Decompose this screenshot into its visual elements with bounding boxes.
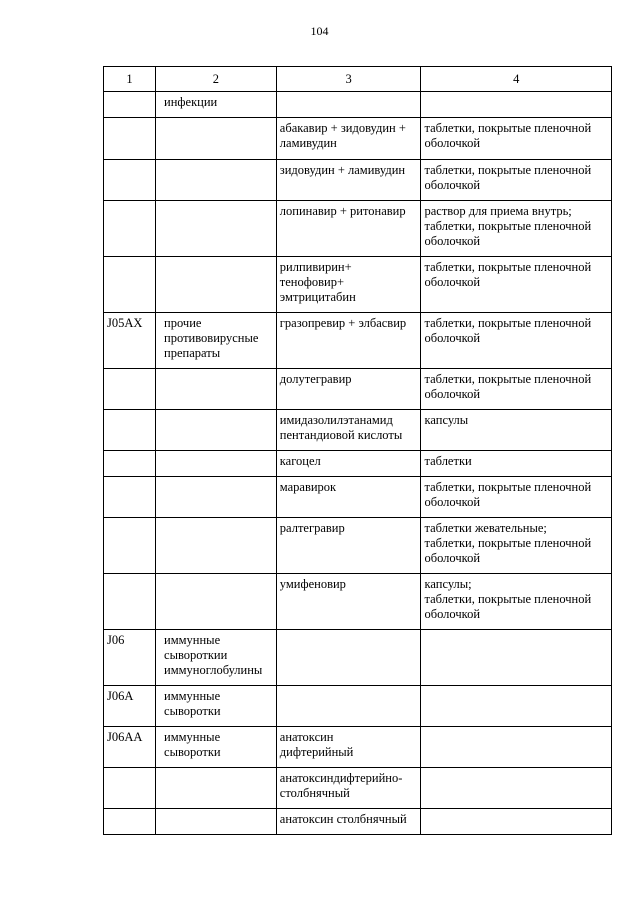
drug-table — [103, 66, 612, 835]
cell-line: тенофовир+ — [279, 275, 345, 289]
cell-line: оболочкой — [424, 275, 481, 289]
atc-code: J06AA — [107, 730, 143, 744]
cell-line: иммунные — [164, 633, 221, 647]
group-cell — [156, 201, 277, 257]
code-cell — [104, 768, 156, 809]
cell-line: пентандиовой кислоты — [279, 428, 403, 442]
table-row — [104, 118, 612, 160]
cell-line: иммунные — [164, 730, 221, 744]
form-cell — [421, 686, 612, 727]
table-row — [104, 574, 612, 630]
drug-cell — [276, 768, 421, 809]
group-cell — [156, 477, 277, 518]
header-cell-2: 2 — [156, 67, 277, 92]
header-cell-4: 4 — [421, 67, 612, 92]
cell-line: капсулы — [424, 413, 469, 427]
cell-line: таблетки жевательные; — [424, 521, 547, 535]
code-cell — [104, 160, 156, 201]
group-cell — [156, 768, 277, 809]
drug-cell — [276, 451, 421, 477]
form-cell — [421, 313, 612, 369]
code-cell — [104, 630, 156, 686]
code-cell — [104, 257, 156, 313]
table-row — [104, 630, 612, 686]
table-row — [104, 518, 612, 574]
cell-line: зидовудин + ламивудин — [279, 163, 406, 177]
group-cell — [156, 518, 277, 574]
atc-code: J06A — [107, 689, 134, 703]
cell-line: противовирусные — [164, 331, 259, 345]
atc-code: J05AX — [107, 316, 143, 330]
cell-line: лопинавир + ритонавир — [279, 204, 406, 218]
table-row — [104, 92, 612, 118]
cell-line: таблетки, покрытые пленочной — [424, 163, 592, 177]
group-cell — [156, 92, 277, 118]
cell-line: таблетки, покрытые пленочной — [424, 536, 592, 550]
cell-line: таблетки, покрытые пленочной — [424, 480, 592, 494]
drug-cell — [276, 410, 421, 451]
code-cell — [104, 686, 156, 727]
code-cell — [104, 313, 156, 369]
form-cell — [421, 809, 612, 835]
cell-line: иммуноглобулины — [164, 663, 263, 677]
cell-line: таблетки, покрытые пленочной — [424, 372, 592, 386]
cell-line: таблетки, покрытые пленочной — [424, 219, 592, 233]
form-cell — [421, 92, 612, 118]
cell-line: долутегравир — [279, 372, 352, 386]
cell-line: сыворотки — [164, 704, 221, 718]
form-cell — [421, 369, 612, 410]
cell-line: маравирок — [279, 480, 337, 494]
drug-cell — [276, 118, 421, 160]
cell-line: рилпивирин+ — [279, 260, 352, 274]
cell-line: таблетки, покрытые пленочной — [424, 592, 592, 606]
drug-cell — [276, 201, 421, 257]
table-row — [104, 768, 612, 809]
cell-line: сыворотки — [164, 745, 221, 759]
code-cell — [104, 410, 156, 451]
group-cell — [156, 451, 277, 477]
table-row — [104, 257, 612, 313]
group-cell — [156, 630, 277, 686]
cell-line: таблетки, покрытые пленочной — [424, 121, 592, 135]
form-cell — [421, 451, 612, 477]
form-cell — [421, 118, 612, 160]
form-cell — [421, 410, 612, 451]
drug-cell — [276, 630, 421, 686]
form-cell — [421, 257, 612, 313]
table-row — [104, 686, 612, 727]
header-cell-3: 3 — [276, 67, 421, 92]
table-row — [104, 160, 612, 201]
cell-line: гразопревир + элбасвир — [279, 316, 407, 330]
cell-line: капсулы; — [424, 577, 472, 591]
drug-cell — [276, 686, 421, 727]
form-cell — [421, 574, 612, 630]
code-cell — [104, 369, 156, 410]
cell-line: прочие — [164, 316, 202, 330]
code-cell — [104, 92, 156, 118]
table-row — [104, 201, 612, 257]
cell-line: оболочкой — [424, 495, 481, 509]
table-row — [104, 809, 612, 835]
cell-line: абакавир + зидовудин + — [279, 121, 406, 135]
cell-line: оболочкой — [424, 178, 481, 192]
table-row — [104, 727, 612, 768]
cell-line: оболочкой — [424, 136, 481, 150]
code-cell — [104, 727, 156, 768]
code-cell — [104, 451, 156, 477]
cell-line: оболочкой — [424, 234, 481, 248]
group-cell — [156, 686, 277, 727]
cell-line: оболочкой — [424, 331, 481, 345]
group-cell — [156, 118, 277, 160]
drug-cell — [276, 727, 421, 768]
cell-line: ралтегравир — [279, 521, 345, 535]
drug-cell — [276, 313, 421, 369]
cell-line: препараты — [164, 346, 221, 360]
form-cell — [421, 727, 612, 768]
code-cell — [104, 574, 156, 630]
form-cell — [421, 201, 612, 257]
code-cell — [104, 118, 156, 160]
group-cell — [156, 257, 277, 313]
drug-cell — [276, 518, 421, 574]
code-cell — [104, 477, 156, 518]
form-cell — [421, 518, 612, 574]
page-number: 104 — [310, 24, 329, 38]
cell-line: дифтерийный — [279, 745, 354, 759]
header-cell-1: 1 — [104, 67, 156, 92]
drug-cell — [276, 574, 421, 630]
table-row — [104, 369, 612, 410]
group-cell — [156, 727, 277, 768]
code-cell — [104, 201, 156, 257]
cell-line: таблетки — [424, 454, 472, 468]
cell-line: имидазолилэтанамид — [279, 413, 393, 427]
drug-cell — [276, 160, 421, 201]
form-cell — [421, 160, 612, 201]
group-cell — [156, 160, 277, 201]
drug-cell — [276, 477, 421, 518]
code-cell — [104, 809, 156, 835]
drug-cell — [276, 257, 421, 313]
cell-line: таблетки, покрытые пленочной — [424, 316, 592, 330]
cell-line: столбнячный — [279, 786, 350, 800]
table-header-row — [104, 67, 612, 92]
drug-cell — [276, 369, 421, 410]
cell-line: анатоксин — [279, 730, 334, 744]
table-row — [104, 477, 612, 518]
group-cell — [156, 574, 277, 630]
code-cell — [104, 518, 156, 574]
table-row — [104, 410, 612, 451]
form-cell — [421, 768, 612, 809]
cell-line: анатоксиндифтерийно- — [279, 771, 403, 785]
cell-line: умифеновир — [279, 577, 346, 591]
table-row — [104, 451, 612, 477]
group-cell — [156, 410, 277, 451]
cell-line: ламивудин — [279, 136, 337, 150]
form-cell — [421, 477, 612, 518]
drug-cell — [276, 809, 421, 835]
cell-line: сывороткии — [164, 648, 228, 662]
cell-line: таблетки, покрытые пленочной — [424, 260, 592, 274]
group-cell — [156, 369, 277, 410]
drug-cell — [276, 92, 421, 118]
group-cell — [156, 809, 277, 835]
cell-line: раствор для приема внутрь; — [424, 204, 572, 218]
atc-code: J06 — [107, 633, 125, 647]
cell-line: иммунные — [164, 689, 221, 703]
cell-line: инфекции — [164, 95, 218, 109]
cell-line: кагоцел — [279, 454, 321, 468]
table-row — [104, 313, 612, 369]
cell-line: анатоксин столбнячный — [279, 812, 407, 826]
cell-line: оболочкой — [424, 607, 481, 621]
cell-line: оболочкой — [424, 551, 481, 565]
form-cell — [421, 630, 612, 686]
cell-line: оболочкой — [424, 387, 481, 401]
group-cell — [156, 313, 277, 369]
cell-line: эмтрицитабин — [279, 290, 356, 304]
